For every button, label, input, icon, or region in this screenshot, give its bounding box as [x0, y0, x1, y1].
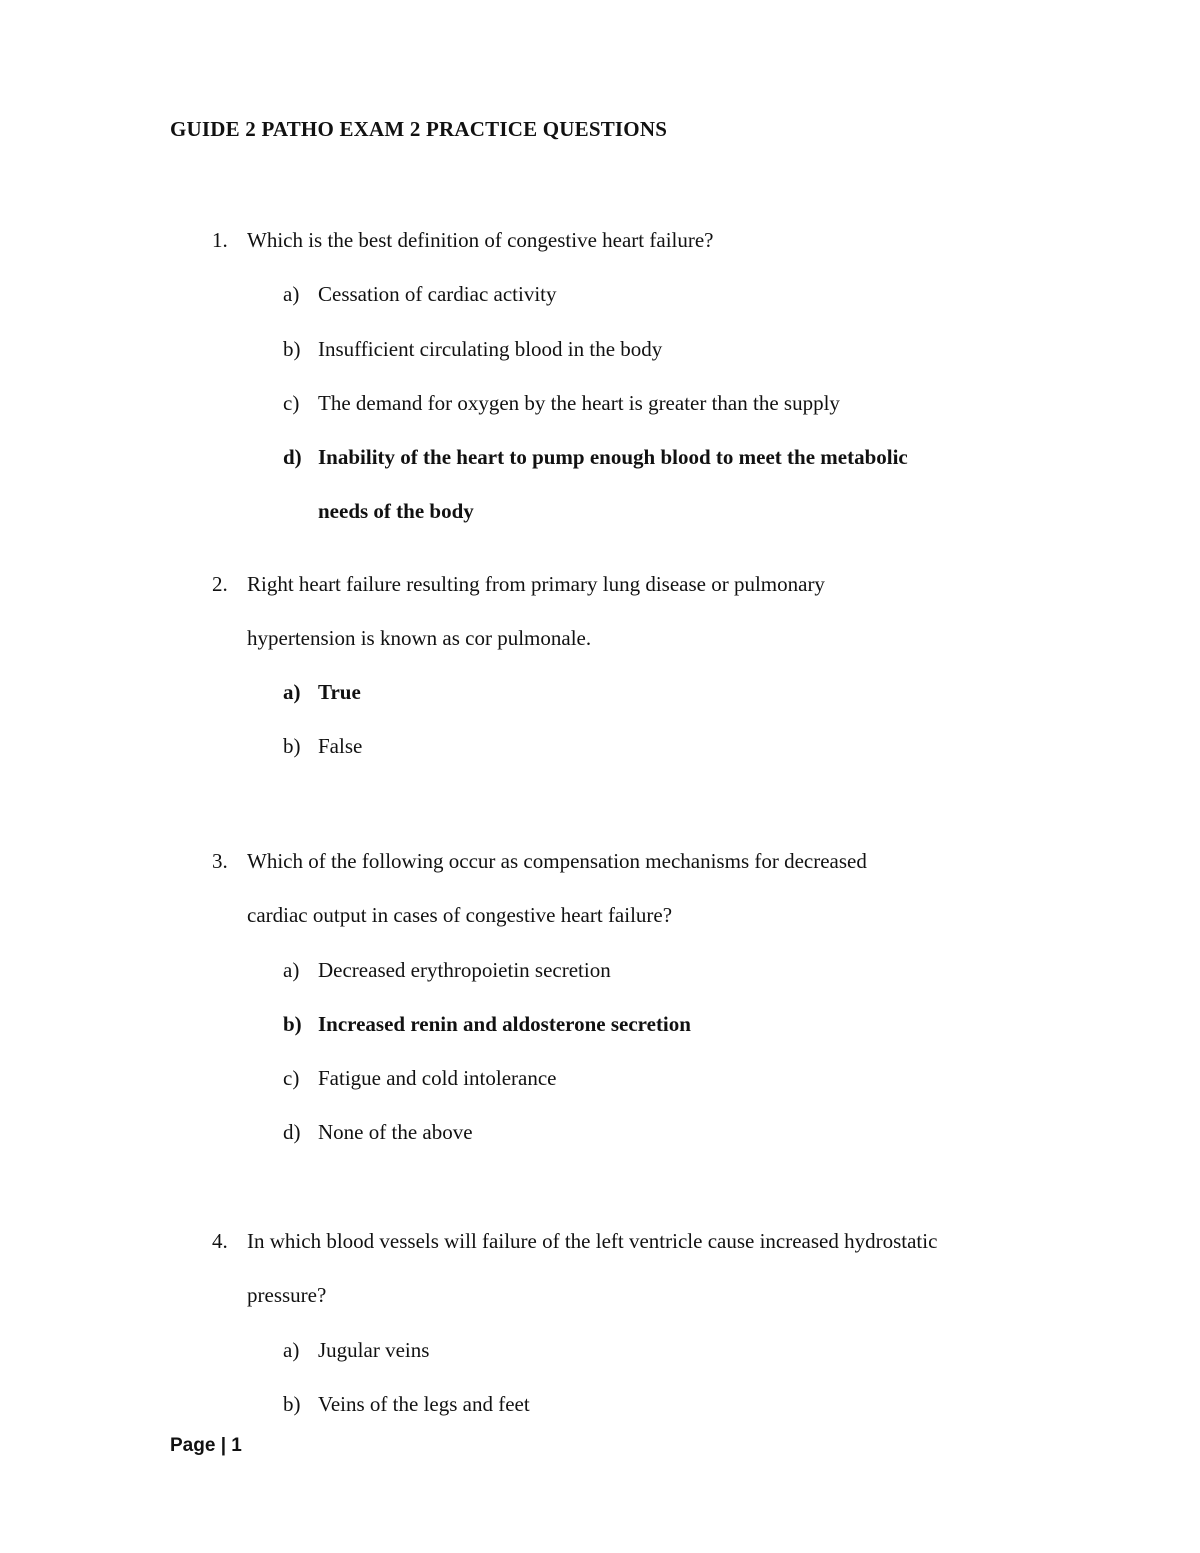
- option-text: Veins of the legs and feet: [318, 1392, 530, 1416]
- option-text-correct: Inability of the heart to pump enough blood to meet the metabolic: [318, 445, 908, 469]
- option-letter: a): [283, 282, 300, 306]
- option-letter: b): [283, 1392, 301, 1416]
- question-text: In which blood vessels will failure of the left ventricle cause increased hydrostatic: [247, 1229, 938, 1253]
- question-text: Which of the following occur as compensation mechanisms for decreased: [247, 849, 867, 873]
- option-text: False: [318, 734, 363, 758]
- question-number: 4.: [212, 1229, 228, 1253]
- option-text: Decreased erythropoietin secretion: [318, 958, 611, 982]
- option-text-correct: True: [318, 680, 361, 704]
- option-letter-correct: a): [283, 680, 301, 704]
- question-number: 3.: [212, 849, 228, 873]
- question-text: Right heart failure resulting from primary lung disease or pulmonary: [247, 572, 825, 596]
- option-letter-correct: b): [283, 1012, 302, 1036]
- option-letter: c): [283, 391, 300, 415]
- option-text: Cessation of cardiac activity: [318, 282, 557, 306]
- option-letter: d): [283, 1120, 301, 1144]
- option-letter: b): [283, 337, 301, 361]
- question-number: 2.: [212, 572, 228, 596]
- option-letter: b): [283, 734, 301, 758]
- option-text: None of the above: [318, 1120, 473, 1144]
- document-title: GUIDE 2 PATHO EXAM 2 PRACTICE QUESTIONS: [170, 117, 668, 141]
- question-text: pressure?: [247, 1283, 327, 1307]
- option-text: Fatigue and cold intolerance: [318, 1066, 557, 1090]
- option-letter: a): [283, 958, 300, 982]
- question-text: cardiac output in cases of congestive heart failure?: [247, 903, 673, 927]
- page-footer: Page | 1: [170, 1435, 242, 1456]
- option-letter: c): [283, 1066, 300, 1090]
- option-text-correct: Increased renin and aldosterone secretion: [318, 1012, 691, 1036]
- option-letter: a): [283, 1338, 300, 1362]
- question-text: Which is the best definition of congestive heart failure?: [247, 228, 714, 252]
- option-text: The demand for oxygen by the heart is greater than the supply: [318, 391, 840, 415]
- option-text-correct: needs of the body: [318, 499, 474, 523]
- option-text: Jugular veins: [318, 1338, 430, 1362]
- option-text: Insufficient circulating blood in the body: [318, 337, 663, 361]
- question-number: 1.: [212, 228, 228, 252]
- option-letter-correct: d): [283, 445, 302, 469]
- question-text: hypertension is known as cor pulmonale.: [247, 626, 592, 650]
